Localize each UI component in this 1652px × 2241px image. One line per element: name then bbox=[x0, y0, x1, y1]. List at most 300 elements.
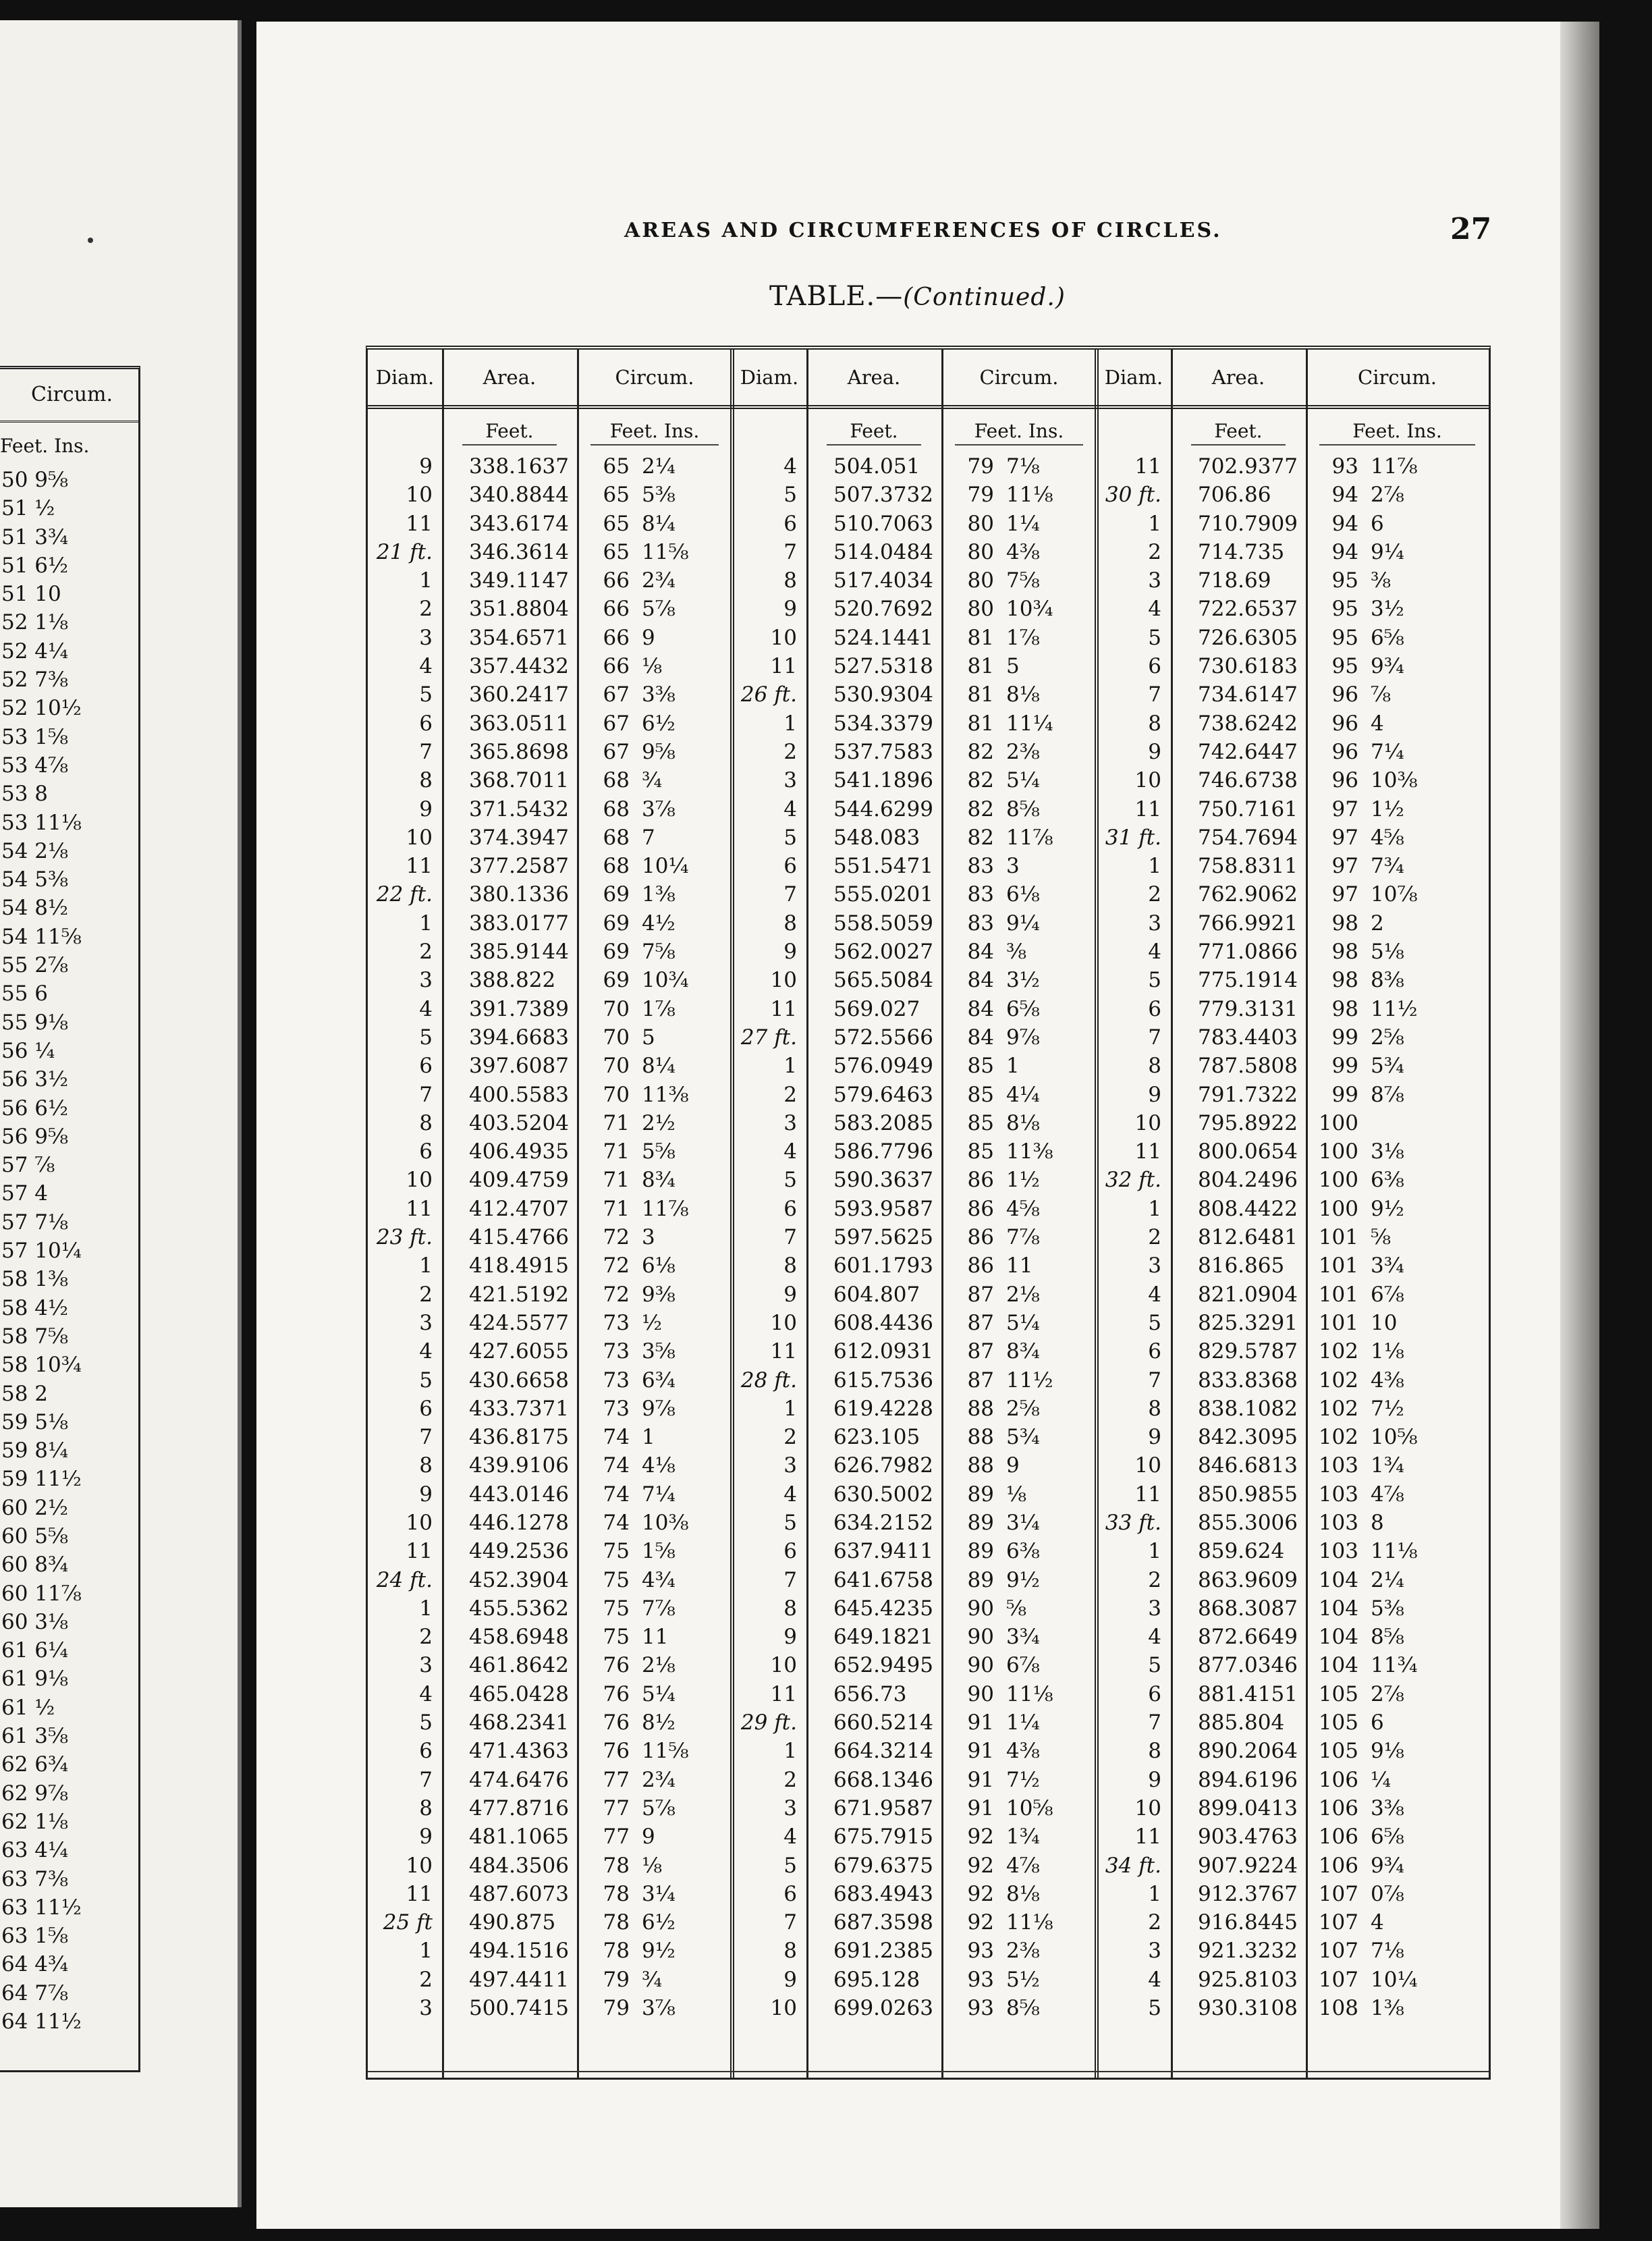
area-cell: 825.3291 bbox=[1198, 1310, 1298, 1335]
table-row bbox=[1097, 738, 1489, 766]
circum-inches-cell: 3¼ bbox=[1006, 1510, 1040, 1535]
previous-circum-value: 60 5⅝ bbox=[1, 1523, 69, 1548]
diam-cell: 8 bbox=[783, 1596, 797, 1621]
circum-feet-cell: 92 bbox=[967, 1853, 994, 1878]
area-cell: 421.5192 bbox=[469, 1282, 569, 1307]
circum-inches-cell: 2⅜ bbox=[1006, 739, 1040, 764]
circum-inches-cell: 2¼ bbox=[642, 454, 676, 479]
table-row bbox=[732, 1766, 1097, 1794]
circum-inches-cell: ⅛ bbox=[1006, 1482, 1027, 1507]
diam-cell: 30 ft. bbox=[1105, 483, 1161, 508]
area-cell: 371.5432 bbox=[469, 796, 569, 821]
table-row bbox=[1097, 1480, 1489, 1509]
table-row bbox=[732, 481, 1097, 509]
unit-rule bbox=[590, 444, 719, 446]
diam-cell: 8 bbox=[783, 568, 797, 593]
table-row bbox=[1097, 1195, 1489, 1223]
area-cell: 349.1147 bbox=[469, 568, 569, 593]
circum-inches-cell: 5⅜ bbox=[1371, 1596, 1404, 1621]
diam-cell: 6 bbox=[419, 1396, 433, 1421]
table-row bbox=[1097, 1280, 1489, 1309]
circum-inches-cell: 5¾ bbox=[1371, 1054, 1404, 1079]
table-row bbox=[368, 1423, 732, 1451]
circum-feet-cell: 79 bbox=[967, 454, 994, 479]
circum-feet-cell: 94 bbox=[1331, 539, 1358, 564]
table-row bbox=[1097, 1166, 1489, 1194]
circum-header: Circum. bbox=[615, 366, 694, 389]
circum-inches-cell: 3½ bbox=[1006, 968, 1040, 993]
diam-cell: 23 ft. bbox=[376, 1225, 433, 1250]
diam-cell: 11 bbox=[406, 1196, 433, 1221]
table-row bbox=[732, 738, 1097, 766]
circum-inches-cell: 7¾ bbox=[1371, 854, 1404, 879]
circum-feet-cell: 96 bbox=[1331, 711, 1358, 736]
table-row bbox=[368, 795, 732, 824]
diam-cell: 10 bbox=[1134, 1453, 1161, 1478]
previous-circum-value: 61 3⅝ bbox=[1, 1724, 69, 1749]
circum-inches-cell: 2¾ bbox=[642, 568, 676, 593]
diam-cell: 10 bbox=[770, 968, 797, 993]
table-row bbox=[1097, 1395, 1489, 1423]
circum-inches-cell: 11¼ bbox=[1006, 711, 1053, 736]
circum-feet-cell: 98 bbox=[1331, 968, 1358, 993]
area-cell: 623.105 bbox=[833, 1425, 920, 1450]
circum-inches-cell: 1 bbox=[642, 1425, 655, 1450]
previous-circum-value: 54 5⅜ bbox=[1, 867, 69, 892]
table-row bbox=[1097, 880, 1489, 909]
table-row bbox=[368, 1052, 732, 1080]
circum-inches-cell: 3⅞ bbox=[642, 1996, 676, 2021]
diam-cell: 7 bbox=[783, 1910, 797, 1935]
area-cell: 388.822 bbox=[469, 968, 556, 993]
table-row bbox=[1097, 1766, 1489, 1794]
table-row bbox=[732, 909, 1097, 938]
area-cell: 424.5577 bbox=[469, 1310, 569, 1335]
circum-inches-cell: 1⅜ bbox=[1371, 1996, 1404, 2021]
area-cell: 626.7982 bbox=[833, 1453, 933, 1478]
diam-cell: 8 bbox=[783, 1253, 797, 1278]
diam-cell: 6 bbox=[419, 711, 433, 736]
diam-cell: 1 bbox=[419, 1596, 433, 1621]
table-row bbox=[1097, 1966, 1489, 1994]
area-cell: 363.0511 bbox=[469, 711, 569, 736]
table-row bbox=[1097, 1680, 1489, 1708]
circum-feet-cell: 65 bbox=[603, 454, 630, 479]
circum-inches-cell: 2⅜ bbox=[1006, 1939, 1040, 1964]
table-group-1 bbox=[368, 350, 732, 2078]
circum-feet-cell: 68 bbox=[603, 768, 630, 793]
circum-inches-cell: 5⅝ bbox=[642, 1139, 676, 1164]
circum-feet-cell: 79 bbox=[603, 1967, 630, 1992]
diam-cell: 1 bbox=[1148, 1881, 1161, 1906]
table-row bbox=[732, 1994, 1097, 2022]
circum-feet-cell: 93 bbox=[967, 1939, 994, 1964]
table-row bbox=[732, 852, 1097, 880]
circum-feet-cell: 66 bbox=[603, 625, 630, 650]
area-cell: 903.4763 bbox=[1198, 1825, 1298, 1850]
diam-cell: 11 bbox=[1134, 1825, 1161, 1850]
circum-inches-cell: 5¼ bbox=[1006, 1310, 1040, 1335]
circum-inches-cell: 7⅛ bbox=[1371, 1939, 1404, 1964]
unit-rule bbox=[827, 444, 921, 446]
circum-feet-cell: 68 bbox=[603, 825, 630, 850]
circum-feet-cell: 99 bbox=[1331, 1054, 1358, 1079]
circum-inches-cell: 9¼ bbox=[1371, 539, 1404, 564]
circum-feet-cell: 86 bbox=[967, 1168, 994, 1193]
diam-cell: 11 bbox=[406, 1881, 433, 1906]
diam-cell: 1 bbox=[1148, 854, 1161, 879]
table-row bbox=[368, 1537, 732, 1565]
diam-cell: 6 bbox=[783, 1881, 797, 1906]
table-row bbox=[368, 1880, 732, 1908]
table-group-2 bbox=[732, 350, 1097, 2078]
previous-circum-value: 62 9⅞ bbox=[1, 1781, 69, 1806]
circum-inches-cell: 9⅝ bbox=[642, 739, 676, 764]
area-cell: 758.8311 bbox=[1198, 854, 1298, 879]
diam-cell: 4 bbox=[783, 454, 797, 479]
circum-inches-cell: ½ bbox=[642, 1310, 663, 1335]
area-cell: 391.7389 bbox=[469, 996, 569, 1021]
circum-feet-cell: 89 bbox=[967, 1482, 994, 1507]
area-cell: 583.2085 bbox=[833, 1110, 933, 1135]
diam-cell: 2 bbox=[1148, 539, 1161, 564]
area-cell: 714.735 bbox=[1198, 539, 1285, 564]
table-row bbox=[1097, 1337, 1489, 1366]
area-cell: 766.9921 bbox=[1198, 911, 1298, 936]
table-row bbox=[732, 1623, 1097, 1651]
circum-feet-cell: 101 bbox=[1318, 1253, 1358, 1278]
circum-feet-cell: 94 bbox=[1331, 483, 1358, 508]
circum-feet-cell: 69 bbox=[603, 911, 630, 936]
table-row bbox=[1097, 1651, 1489, 1679]
area-cell: 565.5084 bbox=[833, 968, 933, 993]
diam-cell: 5 bbox=[1148, 1996, 1161, 2021]
table-row bbox=[732, 624, 1097, 652]
area-cell: 762.9062 bbox=[1198, 882, 1298, 907]
circum-inches-cell: 6 bbox=[1371, 511, 1384, 536]
previous-circum-value: 57 10¼ bbox=[1, 1239, 82, 1264]
area-cell: 754.7694 bbox=[1198, 825, 1298, 850]
table-row bbox=[732, 824, 1097, 852]
circum-feet-cell: 100 bbox=[1318, 1168, 1358, 1193]
circum-feet-cell: 84 bbox=[967, 968, 994, 993]
area-cell: 374.3947 bbox=[469, 825, 569, 850]
area-cell: 838.1082 bbox=[1198, 1396, 1298, 1421]
circum-feet-cell: 107 bbox=[1318, 1910, 1358, 1935]
diam-cell: 5 bbox=[1148, 625, 1161, 650]
area-cell: 597.5625 bbox=[833, 1225, 933, 1250]
circum-feet-cell: 81 bbox=[967, 625, 994, 650]
previous-circum-value: 62 6¾ bbox=[1, 1752, 69, 1777]
table-row bbox=[732, 1395, 1097, 1423]
circum-inches-cell: 4 bbox=[1371, 711, 1384, 736]
circum-feet-cell: 77 bbox=[603, 1796, 630, 1820]
previous-circum-value: 53 1⅝ bbox=[1, 724, 69, 749]
diam-cell: 11 bbox=[770, 996, 797, 1021]
circum-feet-cell: 78 bbox=[603, 1939, 630, 1964]
circum-inches-cell: 8⅜ bbox=[1371, 968, 1404, 993]
table-row bbox=[368, 1908, 732, 1937]
diam-cell: 5 bbox=[783, 825, 797, 850]
diam-cell: 7 bbox=[1148, 682, 1161, 707]
area-cell: 634.2152 bbox=[833, 1510, 933, 1535]
previous-circum-value: 53 11⅛ bbox=[1, 810, 82, 835]
circum-feet-cell: 87 bbox=[967, 1368, 994, 1393]
circum-inches-cell: 3⅜ bbox=[1371, 1796, 1404, 1820]
area-cell: 343.6174 bbox=[469, 511, 569, 536]
diam-cell: 7 bbox=[783, 882, 797, 907]
area-cell: 812.6481 bbox=[1198, 1225, 1298, 1250]
table-row bbox=[1097, 481, 1489, 509]
circum-inches-cell: 8⅝ bbox=[1006, 796, 1040, 821]
table-row bbox=[1097, 1451, 1489, 1480]
table-row bbox=[1097, 795, 1489, 824]
circum-feet-cell: 106 bbox=[1318, 1767, 1358, 1792]
circum-inches-cell: 11⅝ bbox=[642, 1739, 689, 1764]
diam-cell: 7 bbox=[783, 539, 797, 564]
circum-inches-cell: 6⅛ bbox=[642, 1253, 676, 1278]
table-row bbox=[368, 1708, 732, 1737]
circum-inches-cell: 4⅞ bbox=[1371, 1482, 1404, 1507]
table-row bbox=[368, 966, 732, 994]
circum-feet-cell: 95 bbox=[1331, 654, 1358, 679]
diam-cell: 1 bbox=[783, 1054, 797, 1079]
table-row bbox=[732, 1195, 1097, 1223]
circum-inches-cell: ⅝ bbox=[1006, 1596, 1027, 1621]
area-cell: 354.6571 bbox=[469, 625, 569, 650]
table-row bbox=[1097, 995, 1489, 1023]
diam-cell: 2 bbox=[783, 1425, 797, 1450]
diam-cell: 9 bbox=[783, 1967, 797, 1992]
circum-feet-cell: 101 bbox=[1318, 1225, 1358, 1250]
diam-cell: 2 bbox=[1148, 1225, 1161, 1250]
circum-inches-cell: 11⅜ bbox=[1006, 1139, 1053, 1164]
table-row bbox=[1097, 1823, 1489, 1851]
diam-cell: 2 bbox=[419, 597, 433, 622]
table-row bbox=[732, 880, 1097, 909]
page-number: 27 bbox=[1450, 212, 1492, 246]
circles-table bbox=[366, 346, 1491, 2080]
diam-cell: 26 ft. bbox=[740, 682, 797, 707]
previous-circum-value: 60 11⅞ bbox=[1, 1581, 82, 1606]
diam-cell: 3 bbox=[1148, 1253, 1161, 1278]
circum-inches-cell: 2¾ bbox=[642, 1767, 676, 1792]
area-cell: 679.6375 bbox=[833, 1853, 933, 1878]
diam-cell: 3 bbox=[1148, 1939, 1161, 1964]
circum-feet-cell: 100 bbox=[1318, 1139, 1358, 1164]
table-row bbox=[1097, 1423, 1489, 1451]
previous-circum-value: 55 2⅞ bbox=[1, 953, 69, 978]
diam-cell: 9 bbox=[419, 1825, 433, 1850]
circum-feet-cell: 96 bbox=[1331, 768, 1358, 793]
previous-circum-value: 64 7⅞ bbox=[1, 1980, 69, 2005]
area-cell: 412.4707 bbox=[469, 1196, 569, 1221]
circum-inches-cell: 7¼ bbox=[642, 1482, 676, 1507]
table-row bbox=[368, 566, 732, 595]
diam-cell: 8 bbox=[419, 768, 433, 793]
diam-cell: 5 bbox=[1148, 968, 1161, 993]
table-row bbox=[732, 795, 1097, 824]
table-row bbox=[1097, 1852, 1489, 1880]
diam-cell: 11 bbox=[406, 511, 433, 536]
circum-feet-cell: 72 bbox=[603, 1282, 630, 1307]
table-row bbox=[1097, 452, 1489, 481]
table-row bbox=[368, 510, 732, 538]
table-row bbox=[732, 1081, 1097, 1109]
unit-rule bbox=[462, 444, 557, 446]
area-cell: 520.7692 bbox=[833, 597, 933, 622]
table-row bbox=[368, 766, 732, 794]
table-row bbox=[368, 595, 732, 623]
circum-feet-cell: 93 bbox=[967, 1967, 994, 1992]
diam-cell: 1 bbox=[419, 568, 433, 593]
circum-feet-cell: 87 bbox=[967, 1339, 994, 1364]
circum-inches-cell: 5 bbox=[642, 1025, 655, 1050]
circum-feet-cell: 104 bbox=[1318, 1567, 1358, 1592]
area-cell: 881.4151 bbox=[1198, 1681, 1298, 1706]
area-cell: 808.4422 bbox=[1198, 1196, 1298, 1221]
area-cell: 791.7322 bbox=[1198, 1082, 1298, 1107]
circum-feet-cell: 88 bbox=[967, 1425, 994, 1450]
circum-inches-cell: ⅞ bbox=[1371, 682, 1392, 707]
circum-inches-cell: 1¾ bbox=[1371, 1453, 1404, 1478]
area-cell: 877.0346 bbox=[1198, 1653, 1298, 1678]
area-cell: 562.0027 bbox=[833, 940, 933, 965]
circum-inches-cell: 3⅝ bbox=[642, 1339, 676, 1364]
diam-cell: 3 bbox=[783, 1796, 797, 1820]
table-row bbox=[1097, 824, 1489, 852]
table-row bbox=[732, 1823, 1097, 1851]
circum-feet-cell: 103 bbox=[1318, 1510, 1358, 1535]
diam-cell: 7 bbox=[419, 1425, 433, 1450]
circum-inches-cell: 8½ bbox=[642, 1710, 676, 1735]
diam-cell: 6 bbox=[419, 1739, 433, 1764]
area-cell: 446.1278 bbox=[469, 1510, 569, 1535]
diam-cell: 10 bbox=[1134, 768, 1161, 793]
table-title-text: TABLE.— bbox=[769, 281, 904, 312]
area-cell: 427.6055 bbox=[469, 1339, 569, 1364]
table-row bbox=[732, 1137, 1097, 1166]
table-row bbox=[1097, 1566, 1489, 1594]
table-row bbox=[732, 766, 1097, 794]
diam-cell: 2 bbox=[1148, 882, 1161, 907]
table-row bbox=[368, 1451, 732, 1480]
table-row bbox=[732, 1908, 1097, 1937]
diam-cell: 34 ft. bbox=[1105, 1853, 1161, 1878]
diam-cell: 3 bbox=[419, 625, 433, 650]
area-cell: 722.6537 bbox=[1198, 597, 1298, 622]
diam-cell: 8 bbox=[419, 1110, 433, 1135]
diam-cell: 3 bbox=[783, 1110, 797, 1135]
circum-feet-cell: 84 bbox=[967, 996, 994, 1021]
circum-inches-cell: 1⅛ bbox=[1371, 1339, 1404, 1364]
circum-inches-cell: 11 bbox=[642, 1625, 669, 1650]
circum-feet-cell: 92 bbox=[967, 1825, 994, 1850]
circum-inches-cell: 11⅝ bbox=[642, 539, 689, 564]
area-cell: 671.9587 bbox=[833, 1796, 933, 1820]
circum-inches-cell: 7½ bbox=[1006, 1767, 1040, 1792]
diam-cell: 28 ft. bbox=[740, 1368, 797, 1393]
table-row bbox=[732, 1537, 1097, 1565]
circum-feet-cell: 92 bbox=[967, 1881, 994, 1906]
circum-feet-cell: 74 bbox=[603, 1425, 630, 1450]
diam-cell: 2 bbox=[419, 1967, 433, 1992]
table-row bbox=[368, 1994, 732, 2022]
circum-feet-cell: 83 bbox=[967, 911, 994, 936]
area-cell: 890.2064 bbox=[1198, 1739, 1298, 1764]
circum-inches-cell: 5½ bbox=[1006, 1967, 1040, 1992]
circum-inches-cell: 10⅜ bbox=[1371, 768, 1418, 793]
table-row bbox=[732, 1794, 1097, 1823]
circum-feet-cell: 83 bbox=[967, 882, 994, 907]
circum-feet-cell: 78 bbox=[603, 1881, 630, 1906]
diam-cell: 4 bbox=[419, 1339, 433, 1364]
table-row bbox=[732, 652, 1097, 680]
diam-cell: 4 bbox=[1148, 940, 1161, 965]
diam-cell: 32 ft. bbox=[1105, 1168, 1161, 1193]
area-header: Area. bbox=[1211, 366, 1265, 389]
table-row bbox=[368, 538, 732, 566]
area-cell: 418.4915 bbox=[469, 1253, 569, 1278]
area-cell: 433.7371 bbox=[469, 1396, 569, 1421]
table-row bbox=[1097, 680, 1489, 709]
area-cell: 351.8804 bbox=[469, 597, 569, 622]
diam-cell: 10 bbox=[770, 1996, 797, 2021]
circum-feet-cell: 67 bbox=[603, 711, 630, 736]
circum-units: Feet. Ins. bbox=[974, 420, 1064, 442]
area-cell: 656.73 bbox=[833, 1681, 907, 1706]
diam-cell: 11 bbox=[406, 854, 433, 879]
area-cell: 541.1896 bbox=[833, 768, 933, 793]
area-cell: 439.9106 bbox=[469, 1453, 569, 1478]
circum-inches-cell: 10⅞ bbox=[1371, 882, 1418, 907]
circum-inches-cell: 11½ bbox=[1006, 1368, 1053, 1393]
circum-feet-cell: 104 bbox=[1318, 1625, 1358, 1650]
circum-inches-cell: 7⅞ bbox=[642, 1596, 676, 1621]
area-cell: 572.5566 bbox=[833, 1025, 933, 1050]
unit-rule bbox=[955, 444, 1083, 446]
circum-inches-cell: 9 bbox=[642, 1825, 655, 1850]
circum-feet-cell: 85 bbox=[967, 1054, 994, 1079]
area-cell: 750.7161 bbox=[1198, 796, 1298, 821]
table-row bbox=[368, 1366, 732, 1395]
circum-inches-cell: 6⅝ bbox=[1006, 996, 1040, 1021]
previous-circum-value: 54 2⅛ bbox=[1, 838, 69, 863]
table-row bbox=[732, 938, 1097, 966]
previous-circum-value: 59 11½ bbox=[1, 1467, 82, 1492]
previous-circum-value: 62 1⅛ bbox=[1, 1809, 69, 1834]
circum-inches-cell: 2⅝ bbox=[1371, 1025, 1404, 1050]
circum-inches-cell: 2⅞ bbox=[1371, 483, 1404, 508]
circum-inches-cell: 11⅞ bbox=[1006, 825, 1053, 850]
diam-header: Diam. bbox=[375, 366, 435, 389]
previous-circum-value: 64 4¾ bbox=[1, 1952, 69, 1977]
circum-inches-cell: ¾ bbox=[642, 1967, 663, 1992]
previous-circum-value: 54 8½ bbox=[1, 896, 69, 921]
circum-feet-cell: 81 bbox=[967, 654, 994, 679]
diam-cell: 4 bbox=[1148, 597, 1161, 622]
table-row bbox=[1097, 938, 1489, 966]
area-cell: 394.6683 bbox=[469, 1025, 569, 1050]
circum-inches-cell: 11⅜ bbox=[642, 1082, 689, 1107]
area-cell: 859.624 bbox=[1198, 1539, 1285, 1564]
area-cell: 544.6299 bbox=[833, 796, 933, 821]
previous-circum-value: 60 3⅛ bbox=[1, 1609, 69, 1634]
area-cell: 461.8642 bbox=[469, 1653, 569, 1678]
circum-feet-cell: 91 bbox=[967, 1739, 994, 1764]
area-cell: 668.1346 bbox=[833, 1767, 933, 1792]
diam-cell: 7 bbox=[419, 1082, 433, 1107]
